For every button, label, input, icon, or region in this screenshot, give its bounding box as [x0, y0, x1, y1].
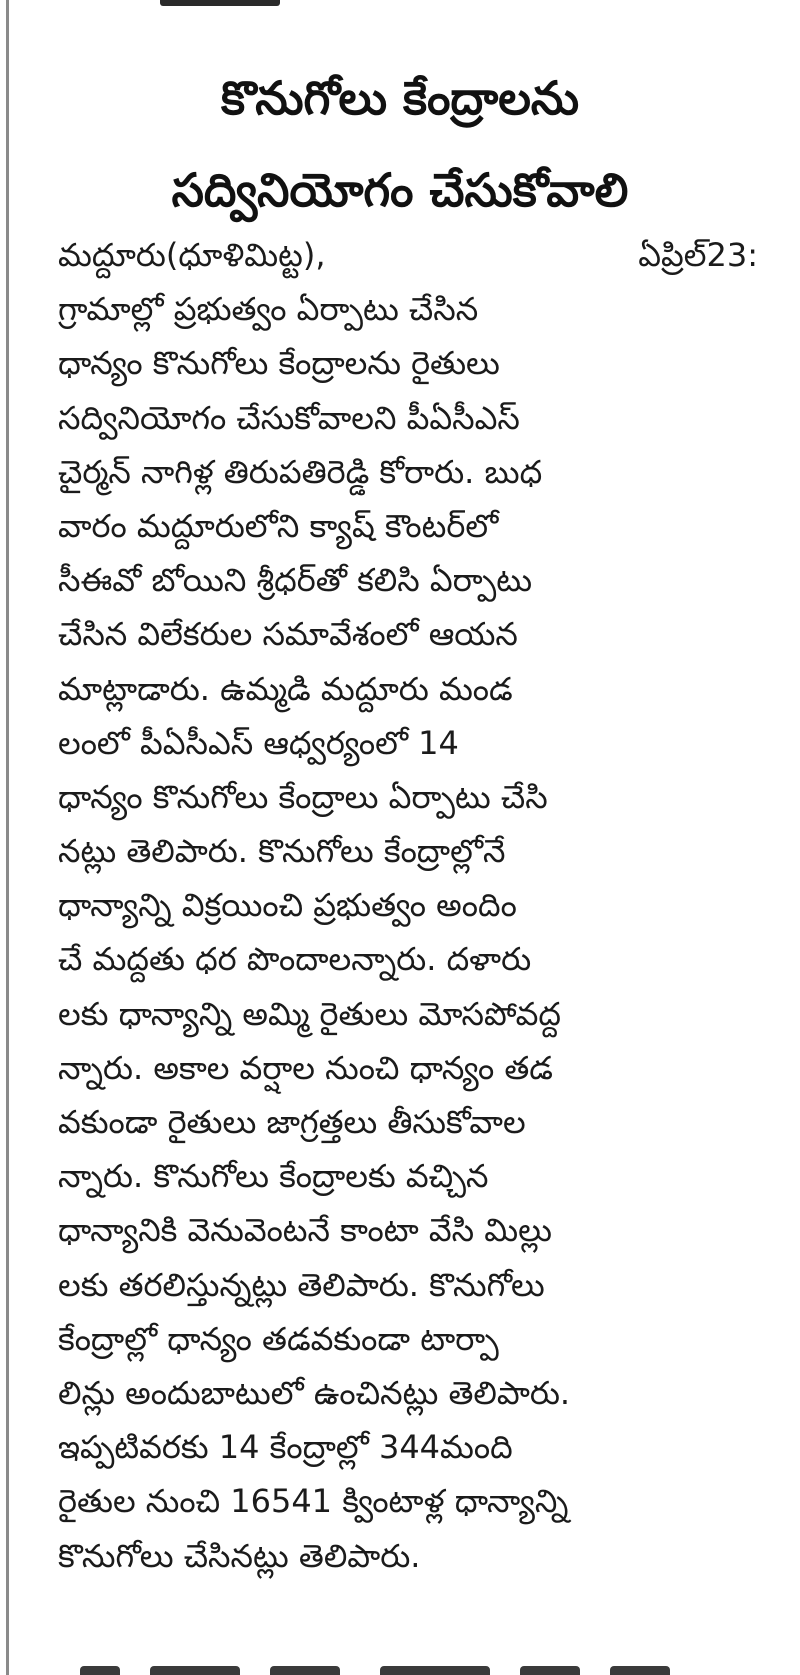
article-line: వకుండా రైతులు జాగ్రత్తలు తీసుకోవాల: [58, 1103, 526, 1141]
article-line: చే మద్దతు ధర పొందాలన్నారు. దళారు: [58, 940, 532, 979]
article-line: ధాన్యాన్ని విక్రయించి ప్రభుత్వం అందిం: [58, 886, 517, 925]
cropped-text-fragment-top: [160, 0, 280, 6]
article-line: ధాన్యం కొనుగోలు కేంద్రాలు ఏర్పాటు చేసి: [58, 777, 548, 816]
article-body: [58, 228, 758, 1583]
article-line: కొనుగోలు చేసినట్లు తెలిపారు.: [58, 1536, 421, 1575]
article-line: ధాన్యానికి వెనువెంటనే కాంటా వేసి మిల్లు: [58, 1211, 552, 1250]
article-line: కేంద్రాల్లో ధాన్యం తడవకుండా టార్పా: [58, 1319, 499, 1358]
article-line: సద్వినియోగం చేసుకోవాలని పీఏసీఎస్: [58, 398, 520, 437]
headline-line-1: కొనుగోలు కేంద్రాలను: [220, 71, 580, 125]
dateline: [58, 228, 758, 282]
article-line: లిన్లు అందుబాటులో ఉంచినట్లు తెలిపారు.: [58, 1373, 571, 1412]
cropped-text-fragment-bottom: [80, 1658, 680, 1675]
article-line: రైతుల నుంచి 16541 క్వింటాళ్ల ధాన్యాన్ని: [58, 1482, 569, 1521]
article-line: ఇప్పటివరకు 14 కేంద్రాల్లో 344మంది: [58, 1428, 513, 1467]
dateline-place: మద్దూరు(ధూళిమిట్ట),: [58, 236, 326, 274]
dateline-date: ఏప్రిల్23:: [638, 236, 758, 274]
article-line: చైర్మన్ నాగిళ్ల తిరుపతిరెడ్డి కోరారు. బుధ: [58, 452, 543, 491]
article-line: లకు ధాన్యాన్ని అమ్మి రైతులు మోసపోవద్ద: [58, 994, 561, 1033]
article-line: ధాన్యం కొనుగోలు కేంద్రాలను రైతులు: [58, 344, 500, 383]
article-line: న్నారు. కొనుగోలు కేంద్రాలకు వచ్చిన: [58, 1157, 489, 1196]
column-divider: [6, 0, 9, 1675]
article-line: వారం మద్దూరులోని క్యాష్ కౌంటర్‌లో: [58, 506, 499, 545]
article-line: సీఈవో బోయిని శ్రీధర్‌తో కలిసి ఏర్పాటు: [58, 561, 533, 600]
article-line: చేసిన విలేకరుల సమావేశంలో ఆయన: [58, 615, 518, 654]
headline: [40, 52, 760, 236]
article-line: నట్లు తెలిపారు. కొనుగోలు కేంద్రాల్లోనే: [58, 832, 506, 871]
headline-line-2: సద్వినియోగం చేసుకోవాలి: [171, 163, 629, 217]
article-line: లకు తరలిస్తున్నట్లు తెలిపారు. కొనుగోలు: [58, 1265, 545, 1304]
article-line: న్నారు. అకాల వర్షాల నుంచి ధాన్యం తడ: [58, 1048, 553, 1087]
article-line: మాట్లాడారు. ఉమ్మడి మద్దూరు మండ: [58, 669, 513, 708]
article-line: గ్రామాల్లో ప్రభుత్వం ఏర్పాటు చేసిన: [58, 290, 479, 329]
article-line: లంలో పీఏసీఎస్ ఆధ్వర్యంలో 14: [58, 723, 459, 762]
